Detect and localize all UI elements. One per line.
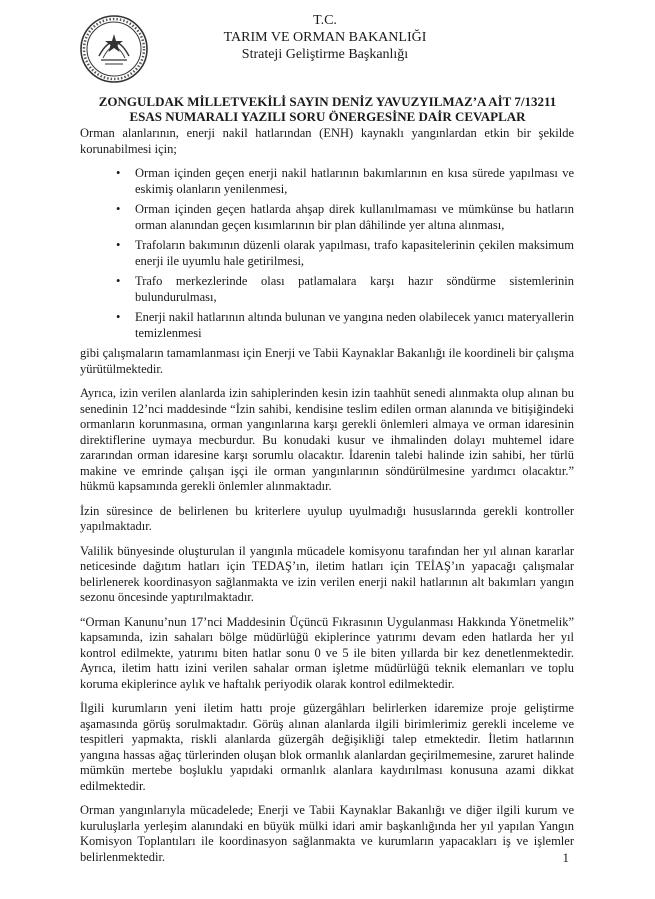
ministry-seal-icon xyxy=(79,14,149,84)
list-item-text: Trafoların bakımının düzenli olarak yapılması, trafo kapasitelerinin çekilen maksimum enerji ile uyumlu hale getirilmesi, xyxy=(135,238,574,268)
letterhead-ministry: TARIM VE ORMAN BAKANLIĞI xyxy=(223,30,427,45)
document-title-line-1: ZONGULDAK MİLLETVEKİLİ SAYIN DENİZ YAVUZYILMAZ’A AİT 7/13211 xyxy=(98,94,557,109)
bullet-icon: • xyxy=(116,202,121,216)
letterhead xyxy=(200,12,450,63)
list-item xyxy=(80,202,574,233)
paragraph: İlgili kurumların yeni iletim hattı proje güzergâhları belirlerken idaremize proje geliştirme aşamasında görüş sorulmaktadır. Görüş alınan alanlarda ilgili birimlerimiz gerekli inceleme ve tespitleri yapmakta, riskli alanlarda güzergâh değişikliği talep etmektedir. İletim hatlarının yangına hassas ağaç türlerinden oluşan blok ormanlık alanlardan geçirilmemesine, zaruret halinde mümkün mertebe boşluklu yapıdaki ormanlık alanlara kaydırılması konusuna azami dikkat edilmektedir. xyxy=(80,701,574,793)
paragraph: Ayrıca, izin verilen alanlarda izin sahiplerinden kesin izin taahhüt senedi alınmakta olup alınan bu senedinin 12’nci maddesinde “İzin sahibi, kendisine teslim edilen orman alanında ve bitişiğindeki ormanların korunmasına, orman yangınlarına karşı gerekli önlemleri almaya ve orman idaresinin direktiflerine uymaya mecburdur. Bu konudaki kusur ve ihmalinden dolayı muhtemel idare zararından orman idaresine karşı sorumlu olacaktır. İdarenin talebi halinde izin sahibi, her türlü makine ve emrinde çalışan işçi ile orman yangınlarının söndürülmesine yardımcı olacaktır.” hükmü kapsamında gerekli önlemler alınmaktadır. xyxy=(80,386,574,493)
list-item-text: Orman içinden geçen hatlarda ahşap direk kullanılmaması ve mümkünse bu hatların orman alanından geçen kısımlarının bir plan dâhilinde yer altına alınması, xyxy=(135,202,574,232)
paragraph: İzin süresince de belirlenen bu kriterlere uyulup uyulmadığı hususlarında gerekli kontroller yapılmaktadır. xyxy=(80,503,574,533)
bullet-icon: • xyxy=(116,238,121,252)
page-number: 1 xyxy=(562,850,569,865)
paragraph: Valilik bünyesinde oluşturulan il yangınla mücadele komisyonu tarafından her yıl alınan kararlar neticesinde dağıtım hatları için TEDAŞ’ın, iletim hatları için TEİAŞ’ın yapacağı çalışmalar belirlenerek koordinasyon sağlanmakta ve izin verilen enerji nakil hatlarının alt bakımları yangın sezonu öncesinde yaptırılmaktadır. xyxy=(80,543,574,604)
list-item-text: Trafo merkezlerinde olası patlamalara karşı hazır söndürme sistemlerinin bulundurulması, xyxy=(135,274,574,304)
document-title xyxy=(60,94,595,124)
letterhead-tc: T.C. xyxy=(313,13,337,28)
bullet-icon: • xyxy=(116,274,121,288)
list-item-text: Orman içinden geçen enerji nakil hatlarının bakımlarının en kısa sürede yapılması ve eskimiş olanların yenilenmesi, xyxy=(135,166,574,196)
list-item-text: Enerji nakil hatlarının altında bulunan ve yangına neden olabilecek yanıcı materyallerin temizlenmesi xyxy=(135,310,574,340)
document-title-line-2: ESAS NUMARALI YAZILI SORU ÖNERGESİNE DAİR CEVAPLAR xyxy=(129,109,526,124)
intro-paragraph: Orman alanlarının, enerji nakil hatlarından (ENH) kaynaklı yangınlardan etkin bir şekilde korunabilmesi için; xyxy=(80,126,574,156)
list-item xyxy=(80,274,574,305)
list-item xyxy=(80,166,574,197)
list-item xyxy=(80,238,574,269)
bullet-icon: • xyxy=(116,166,121,180)
paragraph: Orman yangınlarıyla mücadelede; Enerji ve Tabii Kaynaklar Bakanlığı ve diğer ilgili kurum ve kuruluşlarla yerleşim alanındaki en büyük mülki idari amir başkanlığında her yıl yapılan Yangın Komisyon Toplantıları ile koordinasyon sağlanmakta ve kurumların yapacakları iş ve işlemler belirlenmektedir. xyxy=(80,803,574,864)
letterhead-department: Strateji Geliştirme Başkanlığı xyxy=(241,47,409,62)
bullet-icon: • xyxy=(116,310,121,324)
list-item xyxy=(80,310,574,341)
document-body xyxy=(80,126,574,874)
paragraph: “Orman Kanunu’nun 17’nci Maddesinin Üçüncü Fıkrasının Uygulanması Hakkında Yönetmelik” kapsamında, izin sahaları bölge müdürlüğü ekiplerince yatırımı devam eden hatlarda her yıl kontrol edilmekte, yatırımı biten hatlar sonu 0 ve 5 ile biten yıllarda bir kez denetlenmektedir. Ayrıca, iletim hattı izini verilen sahalar orman işletme müdürlüğü teknik elemanları ve toplu koruma ekiplerince aylık ve haftalık periyodik olarak kontrol edilmektedir. xyxy=(80,614,574,691)
measures-list xyxy=(80,166,574,341)
paragraph: gibi çalışmaların tamamlanması için Enerji ve Tabii Kaynaklar Bakanlığı ile koordineli bir çalışma yürütülmektedir. xyxy=(80,346,574,376)
